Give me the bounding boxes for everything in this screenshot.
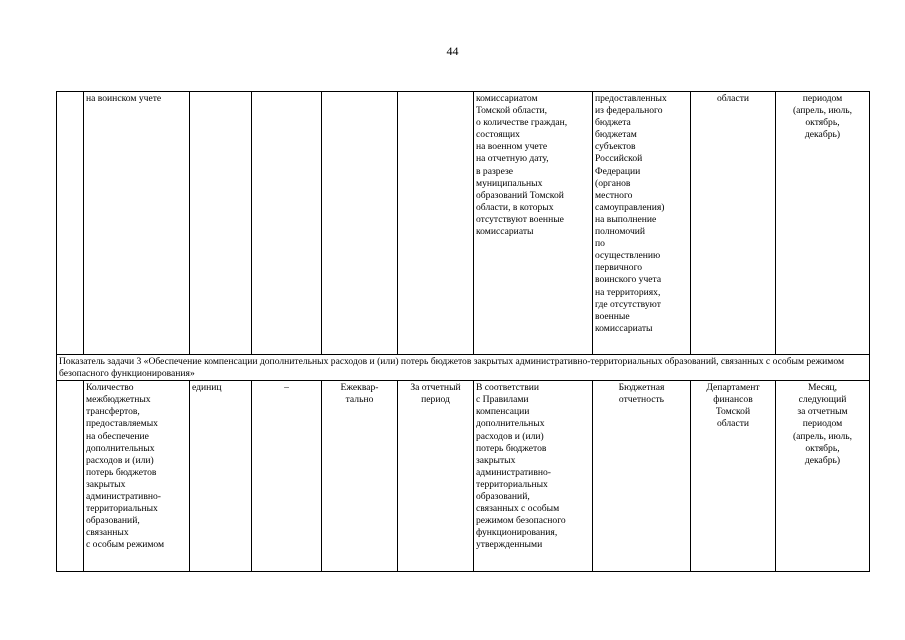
time-characteristic-cell: За отчетный период — [398, 381, 474, 572]
section-header-row — [57, 355, 870, 381]
section-header: Показатель задачи 3 «Обеспечение компенсации дополнительных расходов и (или) потерь бюджетов закрытых административно-территориальных образований, связанных с особым режимом безопасного функционирования» — [57, 355, 870, 381]
definition-cell — [252, 92, 322, 355]
table-row — [57, 381, 870, 572]
responsible-cell: Департамент финансов Томской области — [691, 381, 776, 572]
time-characteristic-cell — [398, 92, 474, 355]
row-number-cell — [57, 92, 84, 355]
definition-cell: – — [252, 381, 322, 572]
deadline-cell: Месяц, следующий за отчетным периодом (апрель, июль, октябрь, декабрь) — [776, 381, 870, 572]
data-source-cell: предоставленных из федерального бюджета бюджетам субъектов Российской Федерации (органов местного самоуправления) на выполнение полномочий по осуществлению первичного воинского учета на территориях, где отсутствуют военные комиссариаты — [593, 92, 691, 355]
periodicity-cell: Ежеквар- тально — [322, 381, 398, 572]
algorithm-cell: комиссариатом Томской области, о количестве граждан, состоящих на военном учете на отчетную дату, в разрезе муниципальных образований Томской области, в которых отсутствуют военные комиссариаты — [474, 92, 593, 355]
periodicity-cell — [322, 92, 398, 355]
indicator-name-cell: Количество межбюджетных трансфертов, предоставляемых на обеспечение дополнительных расходов и (или) потерь бюджетов закрытых административно- территориальных образований, связанных с особым режимом — [84, 381, 190, 572]
page-number: 44 — [446, 44, 459, 58]
data-source-cell: Бюджетная отчетность — [593, 381, 691, 572]
row-number-cell — [57, 381, 84, 572]
algorithm-cell: В соответствии с Правилами компенсации дополнительных расходов и (или) потерь бюджетов закрытых административно- территориальных образований, связанных с особым режимом безопасного функционирования, утвержденными — [474, 381, 593, 572]
table-row — [57, 92, 870, 355]
indicator-name-cell: на воинском учете — [84, 92, 190, 355]
indicator-table — [56, 91, 870, 572]
deadline-cell: периодом (апрель, июль, октябрь, декабрь) — [776, 92, 870, 355]
unit-cell — [190, 92, 252, 355]
unit-cell: единиц — [190, 381, 252, 572]
responsible-cell: области — [691, 92, 776, 355]
